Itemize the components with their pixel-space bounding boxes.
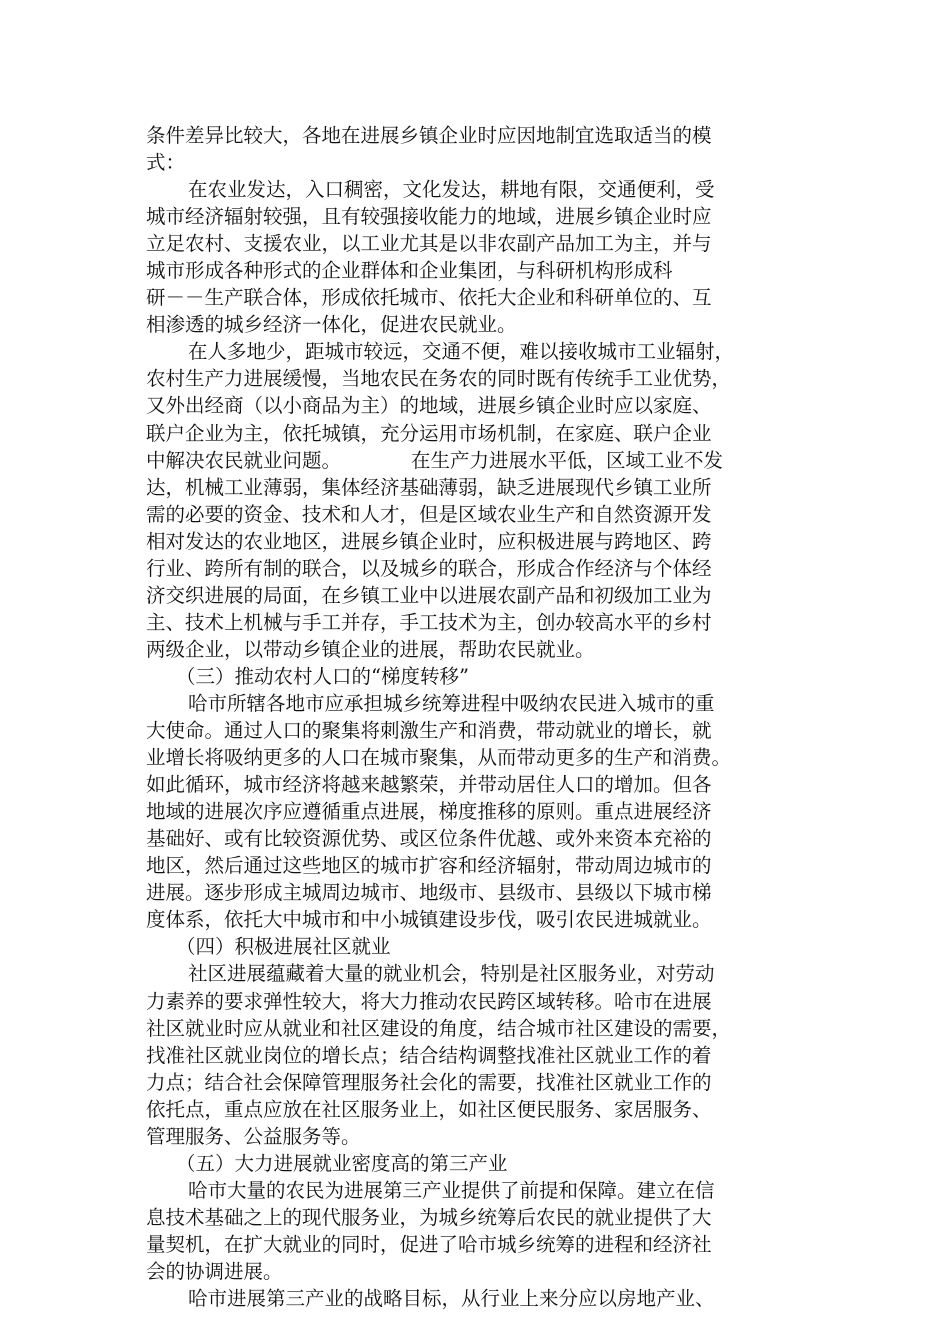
text-line: 会的协调进展。 [146, 1259, 283, 1283]
text-line: 济交织进展的局面，在乡镇工业中以进展农副产品和初级加工业为 [146, 583, 712, 607]
text-line: 农村生产力进展缓慢，当地农民在务农的同时既有传统手工业优势， [146, 367, 732, 391]
text-line: 进展。逐步形成主城周边城市、地级市、县级市、县级以下城市梯 [146, 881, 712, 905]
text-line: 管理服务、公益服务等。 [146, 1124, 361, 1148]
text-line: 相渗透的城乡经济一体化，促进农民就业。 [146, 313, 517, 337]
text-line: 条件差异比较大，各地在进展乡镇企业时应因地制宜选取适当的模 [146, 124, 712, 147]
text-line: 行业、跨所有制的联合，以及城乡的联合，形成合作经济与个体经 [146, 556, 712, 580]
text-line: 度体系，依托大中城市和中小城镇建设步伐，吸引农民进城就业。 [146, 908, 712, 932]
paragraph-start: 哈市所辖各地市应承担城乡统筹进程中吸纳农民进入城市的重 [188, 691, 715, 715]
text-line: 城市形成各种形式的企业群体和企业集团，与科研机构形成科 [146, 259, 673, 283]
text-segment: 中解决农民就业问题。 [146, 448, 342, 472]
text-line: 基础好、或有比较资源优势、或区位条件优越、或外来资本充裕的 [146, 827, 712, 851]
text-segment: 在生产力进展水平低，区域工业不发 [411, 448, 724, 472]
paragraph-start: 哈市大量的农民为进展第三产业提供了前提和保障。建立在信 [188, 1178, 715, 1202]
section-heading: （五）大力进展就业密度高的第三产业 [176, 1151, 508, 1175]
text-line: 地域的进展次序应遵循重点进展，梯度推移的原则。重点进展经济 [146, 800, 712, 824]
text-line: 社区就业时应从就业和社区建设的角度，结合城市社区建设的需要， [146, 1016, 732, 1040]
paragraph-start: 在农业发达，入口稠密，文化发达，耕地有限，交通便利，受 [188, 178, 715, 202]
text-line: 如此循环，城市经济将越来越繁荣，并带动居住人口的增加。但各 [146, 773, 712, 797]
text-line: 式： [146, 151, 186, 175]
text-line: 业增长将吸纳更多的人口在城市聚集，从而带动更多的生产和消费。 [146, 746, 732, 770]
text-line: 联户企业为主，依托城镇，充分运用市场机制，在家庭、联户企业 [146, 421, 712, 445]
text-line: 力点；结合社会保障管理服务社会化的需要，找准社区就业工作的 [146, 1070, 712, 1094]
paragraph-start: 在人多地少，距城市较远，交通不便，难以接收城市工业辐射， [188, 340, 735, 364]
text-line: 立足农村、支援农业，以工业尤其是以非农副产品加工为主，并与 [146, 232, 712, 256]
text-line: 需的必要的资金、技术和人才，但是区域农业生产和自然资源开发 [146, 502, 712, 526]
section-heading: （三）推动农村人口的“梯度转移” [176, 664, 469, 688]
text-line: 地区，然后通过这些地区的城市扩容和经济辐射，带动周边城市的 [146, 854, 712, 878]
text-line: 力素养的要求弹性较大，将大力推动农民跨区域转移。哈市在进展 [146, 989, 712, 1013]
text-line: 相对发达的农业地区，进展乡镇企业时，应积极进展与跨地区、跨 [146, 529, 712, 553]
text-line: 量契机，在扩大就业的同时，促进了哈市城乡统筹的进程和经济社 [146, 1232, 712, 1256]
text-line [146, 447, 814, 474]
text-line: 主、技术上机械与手工并存，手工技术为主，创办较高水平的乡村 [146, 610, 712, 634]
paragraph-start: 哈市进展第三产业的战略目标，从行业上来分应以房地产业、 [188, 1287, 715, 1311]
text-line: 又外出经商（以小商品为主）的地域，进展乡镇企业时应以家庭、 [146, 394, 712, 418]
text-line: 城市经济辐射较强，且有较强接收能力的地域，进展乡镇企业时应 [146, 205, 712, 229]
text-line: 依托点，重点应放在社区服务业上，如社区便民服务、家居服务、 [146, 1097, 712, 1121]
text-line: 息技术基础之上的现代服务业，为城乡统筹后农民的就业提供了大 [146, 1205, 712, 1229]
paragraph-start: 社区进展蕴藏着大量的就业机会，特别是社区服务业，对劳动 [188, 962, 715, 986]
document-page [146, 122, 814, 1312]
text-line: 研－－生产联合体，形成依托城市、依托大企业和科研单位的、互 [146, 286, 712, 310]
text-line: 达，机械工业薄弱，集体经济基础薄弱，缺乏进展现代乡镇工业所 [146, 475, 712, 499]
section-heading: （四）积极进展社区就业 [176, 935, 391, 959]
text-line: 两级企业，以带动乡镇企业的进展，帮助农民就业。 [146, 637, 595, 661]
text-line: 找准社区就业岗位的增长点；结合结构调整找准社区就业工作的着 [146, 1043, 712, 1067]
text-line: 大使命。通过人口的聚集将刺激生产和消费，带动就业的增长，就 [146, 719, 712, 743]
